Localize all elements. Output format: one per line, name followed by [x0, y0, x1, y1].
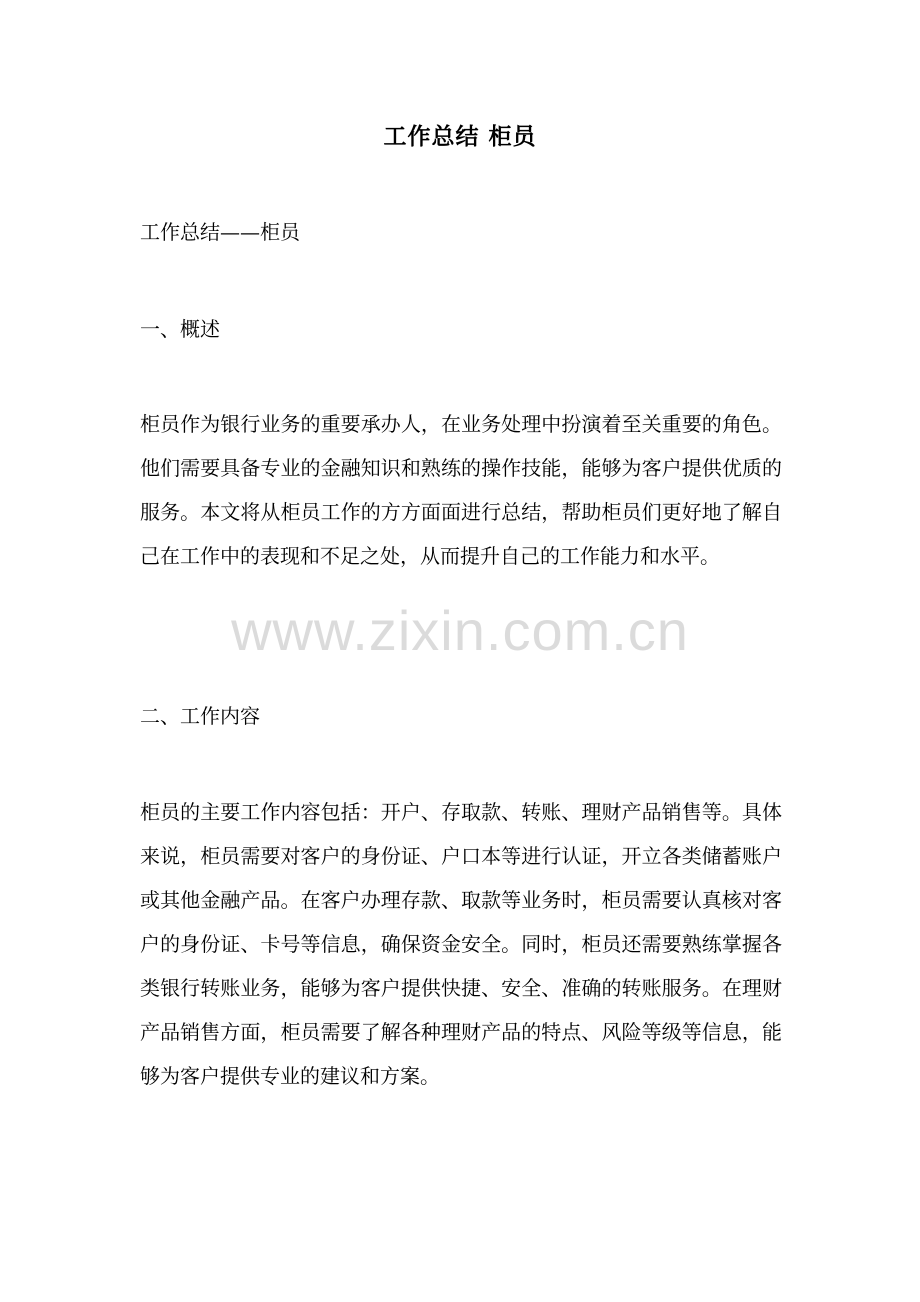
watermark: www.zixin.com.cn	[231, 599, 689, 662]
section-heading-work-content: 二、工作内容	[140, 704, 260, 728]
section-body-overview: 柜员作为银行业务的重要承办人，在业务处理中扮演着至关重要的角色。他们需要具备专业的金融知识和熟练的操作技能，能够为客户提供优质的服务。本文将从柜员工作的方方面面进行总结，帮助柜员们更好地了解自己在工作中的表现和不足之处，从而提升自己的工作能力和水平。	[140, 412, 782, 568]
document-subtitle: 工作总结——柜员	[140, 220, 300, 244]
section-body-work-content: 柜员的主要工作内容包括：开户、存取款、转账、理财产品销售等。具体来说，柜员需要对客户的身份证、户口本等进行认证，开立各类储蓄账户或其他金融产品。在客户办理存款、取款等业务时，柜员需要认真核对客户的身份证、卡号等信息，确保资金安全。同时，柜员还需要熟练掌握各类银行转账业务，能够为客户提供快捷、安全、准确的转账服务。在理财产品销售方面，柜员需要了解各种理财产品的特点、风险等级等信息，能够为客户提供专业的建议和方案。	[140, 800, 782, 1088]
section-heading-overview: 一、概述	[140, 317, 220, 341]
document-title: 工作总结 柜员	[383, 123, 537, 150]
